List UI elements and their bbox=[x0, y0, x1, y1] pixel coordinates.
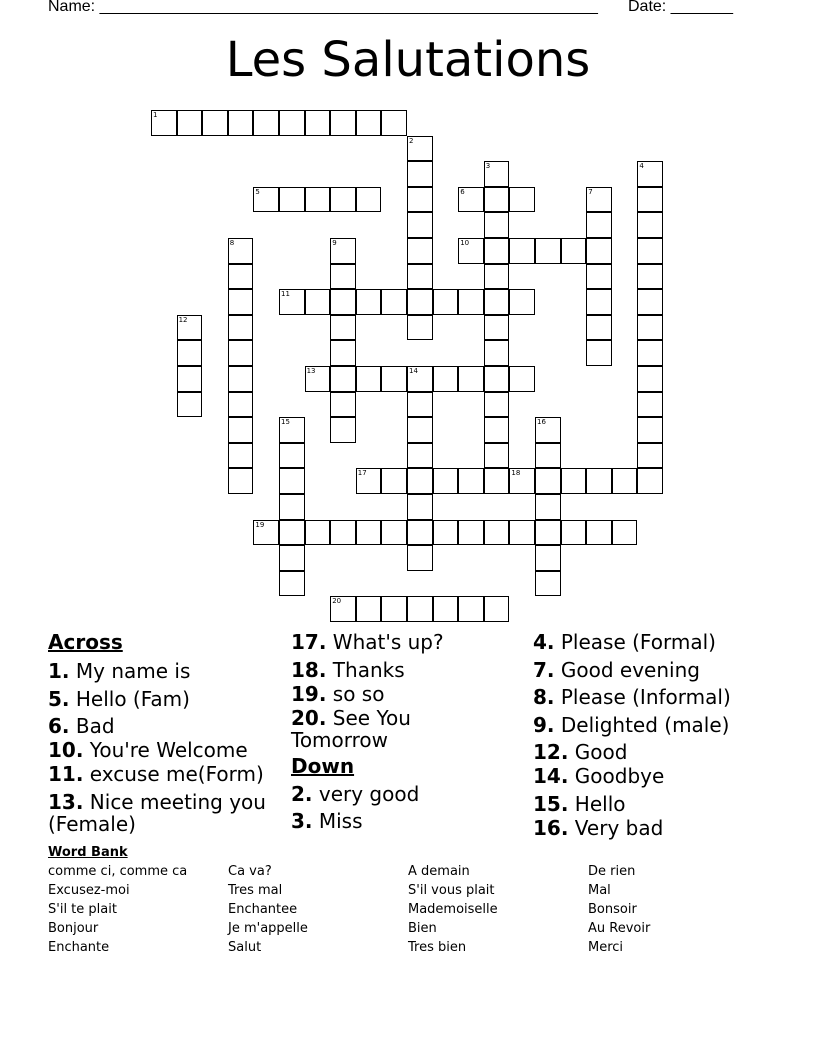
crossword-cell[interactable] bbox=[535, 238, 561, 264]
clue-text: Goodbye bbox=[568, 764, 665, 788]
cell-number: 7 bbox=[588, 187, 593, 196]
crossword-cell[interactable] bbox=[484, 340, 510, 366]
clue-number: 13. bbox=[48, 790, 84, 814]
word-bank-item: Bonjour bbox=[48, 921, 99, 936]
crossword-cell[interactable] bbox=[612, 468, 638, 494]
crossword-cell[interactable] bbox=[484, 520, 510, 546]
clue-number: 7. bbox=[533, 658, 555, 682]
crossword-cell[interactable] bbox=[637, 289, 663, 315]
cell-number: 9 bbox=[332, 239, 337, 247]
word-bank-item: Mal bbox=[588, 883, 611, 898]
crossword-cell[interactable] bbox=[433, 596, 459, 622]
crossword-cell[interactable] bbox=[433, 468, 459, 494]
crossword-cell[interactable] bbox=[407, 417, 433, 443]
crossword-cell[interactable] bbox=[535, 545, 561, 571]
crossword-cell[interactable] bbox=[637, 264, 663, 290]
crossword-cell[interactable] bbox=[407, 136, 433, 162]
crossword-cell[interactable] bbox=[637, 340, 663, 366]
clue-down-7 bbox=[533, 659, 803, 681]
crossword-cell[interactable] bbox=[279, 571, 305, 597]
crossword-cell[interactable] bbox=[228, 340, 254, 366]
clue-number: 4. bbox=[533, 630, 555, 654]
clue-text: Very bad bbox=[568, 816, 664, 840]
crossword-cell[interactable] bbox=[228, 289, 254, 315]
crossword-cell[interactable] bbox=[279, 110, 305, 136]
crossword-cell[interactable] bbox=[407, 494, 433, 520]
crossword-cell[interactable] bbox=[407, 468, 433, 494]
word-bank-item: Tres mal bbox=[228, 883, 283, 898]
clue-across-20 bbox=[291, 707, 441, 751]
word-bank-item: Mademoiselle bbox=[408, 902, 498, 917]
crossword-cell[interactable] bbox=[151, 110, 177, 136]
clue-text: What's up? bbox=[326, 630, 444, 654]
word-bank-column-2 bbox=[228, 862, 403, 957]
crossword-cell[interactable] bbox=[407, 264, 433, 290]
crossword-cell[interactable] bbox=[381, 468, 407, 494]
word-bank-item: Enchantee bbox=[228, 902, 298, 917]
crossword-cell[interactable] bbox=[484, 443, 510, 469]
crossword-cell[interactable] bbox=[509, 289, 535, 315]
word-bank-item: Bonsoir bbox=[588, 902, 637, 917]
word-bank-heading: Word Bank bbox=[48, 845, 128, 860]
crossword-cell[interactable] bbox=[228, 238, 254, 264]
cell-number: 18 bbox=[511, 469, 521, 478]
cell-number: 5 bbox=[255, 187, 260, 196]
clue-down-12 bbox=[533, 741, 803, 763]
crossword-cell[interactable] bbox=[637, 315, 663, 341]
crossword-cell[interactable] bbox=[356, 520, 382, 546]
clue-text: My name is bbox=[69, 659, 191, 683]
crossword-cell[interactable] bbox=[433, 520, 459, 546]
word-bank-item: S'il vous plait bbox=[408, 883, 495, 898]
crossword-cell[interactable] bbox=[407, 520, 433, 546]
crossword-cell[interactable] bbox=[561, 520, 587, 546]
crossword-cell[interactable] bbox=[228, 110, 254, 136]
clue-across-11 bbox=[48, 763, 280, 785]
clue-number: 18. bbox=[291, 658, 327, 682]
crossword-cell[interactable] bbox=[535, 494, 561, 520]
crossword-cell[interactable] bbox=[407, 161, 433, 187]
crossword-cell[interactable] bbox=[330, 417, 356, 443]
crossword-cell[interactable] bbox=[407, 212, 433, 238]
cell-number: 2 bbox=[409, 136, 414, 145]
crossword-cell[interactable] bbox=[228, 264, 254, 290]
crossword-cell[interactable] bbox=[407, 315, 433, 341]
crossword-cell[interactable] bbox=[637, 417, 663, 443]
crossword-cell[interactable] bbox=[407, 392, 433, 418]
crossword-cell[interactable] bbox=[535, 468, 561, 494]
crossword-cell[interactable] bbox=[509, 468, 535, 494]
crossword-cell[interactable] bbox=[509, 238, 535, 264]
crossword-cell[interactable] bbox=[586, 264, 612, 290]
crossword-cell[interactable] bbox=[586, 238, 612, 264]
clue-down-16 bbox=[533, 817, 803, 839]
crossword-cell[interactable] bbox=[484, 187, 510, 213]
crossword-cell[interactable] bbox=[305, 110, 331, 136]
crossword-cell[interactable] bbox=[279, 417, 305, 443]
clue-text: Please (Informal) bbox=[554, 685, 731, 709]
word-bank-column-1 bbox=[48, 862, 223, 957]
crossword-cell[interactable] bbox=[279, 443, 305, 469]
crossword-cell[interactable] bbox=[407, 443, 433, 469]
crossword-cell[interactable] bbox=[586, 340, 612, 366]
crossword-cell[interactable] bbox=[433, 289, 459, 315]
crossword-cell[interactable] bbox=[637, 212, 663, 238]
crossword-cell[interactable] bbox=[433, 366, 459, 392]
crossword-cell[interactable] bbox=[381, 520, 407, 546]
crossword-cell[interactable] bbox=[330, 520, 356, 546]
crossword-cell[interactable] bbox=[407, 187, 433, 213]
crossword-cell[interactable] bbox=[305, 289, 331, 315]
cell-number: 3 bbox=[485, 162, 491, 171]
clue-text: You're Welcome bbox=[83, 738, 248, 762]
clue-across-13 bbox=[48, 791, 280, 835]
clue-down-3 bbox=[291, 810, 521, 832]
crossword-cell[interactable] bbox=[305, 520, 331, 546]
clue-across-18 bbox=[291, 659, 521, 681]
clue-number: 15. bbox=[533, 792, 569, 816]
crossword-cell[interactable] bbox=[484, 289, 510, 315]
crossword-cell[interactable] bbox=[330, 340, 356, 366]
clue-number: 17. bbox=[291, 630, 327, 654]
cell-number: 4 bbox=[639, 162, 644, 171]
clue-number: 6. bbox=[48, 714, 70, 738]
clue-number: 2. bbox=[291, 782, 313, 806]
crossword-cell[interactable] bbox=[637, 392, 663, 418]
clue-number: 1. bbox=[48, 659, 70, 683]
word-bank-item: Merci bbox=[588, 940, 624, 955]
crossword-cell[interactable] bbox=[586, 187, 612, 213]
cell-number: 8 bbox=[229, 239, 235, 247]
crossword-cell[interactable] bbox=[509, 366, 535, 392]
clue-number: 19. bbox=[291, 682, 327, 706]
crossword-cell[interactable] bbox=[381, 366, 407, 392]
clue-number: 14. bbox=[533, 764, 569, 788]
clue-text: Hello bbox=[568, 792, 626, 816]
crossword-cell[interactable] bbox=[458, 468, 484, 494]
word-bank-item: A demain bbox=[408, 864, 470, 879]
cell-number: 10 bbox=[460, 239, 470, 247]
crossword-cell[interactable] bbox=[305, 366, 331, 392]
crossword-cell[interactable] bbox=[381, 110, 407, 136]
crossword-cell[interactable] bbox=[330, 366, 356, 392]
cell-number: 12 bbox=[178, 315, 188, 324]
clue-down-9 bbox=[533, 714, 803, 736]
crossword-cell[interactable] bbox=[228, 417, 254, 443]
crossword-cell[interactable] bbox=[637, 443, 663, 469]
crossword-cell[interactable] bbox=[637, 161, 663, 187]
crossword-cell[interactable] bbox=[279, 468, 305, 494]
crossword-cell[interactable] bbox=[279, 289, 305, 315]
word-bank-item: Au Revoir bbox=[588, 921, 651, 936]
crossword-cell[interactable] bbox=[279, 494, 305, 520]
crossword-cell[interactable] bbox=[484, 264, 510, 290]
crossword-cell[interactable] bbox=[586, 520, 612, 546]
crossword-cell[interactable] bbox=[484, 161, 510, 187]
crossword-cell[interactable] bbox=[228, 468, 254, 494]
cell-number: 16 bbox=[537, 418, 546, 427]
crossword-cell[interactable] bbox=[356, 468, 382, 494]
crossword-cell[interactable] bbox=[356, 366, 382, 392]
crossword-cell[interactable] bbox=[202, 110, 228, 136]
clue-text: Thanks bbox=[326, 658, 405, 682]
word-bank-item: Je m'appelle bbox=[228, 921, 308, 936]
crossword-cell[interactable] bbox=[177, 340, 203, 366]
crossword-cell[interactable] bbox=[586, 289, 612, 315]
clue-text: so so bbox=[326, 682, 385, 706]
date-field-label: Date: _______ bbox=[628, 0, 733, 15]
crossword-cell[interactable] bbox=[356, 289, 382, 315]
crossword-cell[interactable] bbox=[330, 110, 356, 136]
crossword-cell[interactable] bbox=[356, 596, 382, 622]
clue-down-2 bbox=[291, 783, 521, 805]
clue-number: 12. bbox=[533, 740, 569, 764]
crossword-cell[interactable] bbox=[177, 366, 203, 392]
clue-text: Bad bbox=[69, 714, 115, 738]
crossword-cell[interactable] bbox=[535, 443, 561, 469]
crossword-cell[interactable] bbox=[458, 520, 484, 546]
word-bank-column-3 bbox=[408, 862, 583, 957]
crossword-cell[interactable] bbox=[279, 545, 305, 571]
word-bank-item: Tres bien bbox=[408, 940, 467, 955]
crossword-cell[interactable] bbox=[330, 238, 356, 264]
crossword-cell[interactable] bbox=[535, 417, 561, 443]
clue-text: excuse me(Form) bbox=[83, 762, 264, 786]
clue-number: 11. bbox=[48, 762, 84, 786]
crossword-cell[interactable] bbox=[381, 596, 407, 622]
crossword-cell[interactable] bbox=[253, 520, 279, 546]
clue-text: Please (Formal) bbox=[554, 630, 716, 654]
crossword-cell[interactable] bbox=[637, 366, 663, 392]
clue-number: 20. bbox=[291, 706, 327, 730]
crossword-cell[interactable] bbox=[356, 110, 382, 136]
crossword-cell[interactable] bbox=[177, 392, 203, 418]
crossword-cell[interactable] bbox=[484, 392, 510, 418]
crossword-cell[interactable] bbox=[637, 238, 663, 264]
cell-number: 15 bbox=[281, 418, 290, 427]
crossword-cell[interactable] bbox=[637, 187, 663, 213]
clue-number: 10. bbox=[48, 738, 84, 762]
crossword-cell[interactable] bbox=[228, 443, 254, 469]
cell-number: 19 bbox=[255, 520, 265, 529]
crossword-cell[interactable] bbox=[484, 315, 510, 341]
crossword-cell[interactable] bbox=[484, 468, 510, 494]
crossword-cell[interactable] bbox=[330, 315, 356, 341]
clue-number: 3. bbox=[291, 809, 313, 833]
crossword-cell[interactable] bbox=[253, 110, 279, 136]
crossword-cell[interactable] bbox=[458, 366, 484, 392]
clue-across-10 bbox=[48, 739, 280, 761]
clue-text: See You Tomorrow bbox=[291, 706, 411, 752]
crossword-cell[interactable] bbox=[407, 545, 433, 571]
clue-down-8 bbox=[533, 686, 803, 708]
clue-number: 5. bbox=[48, 687, 70, 711]
crossword-cell[interactable] bbox=[356, 187, 382, 213]
clue-text: Hello (Fam) bbox=[69, 687, 190, 711]
crossword-cell[interactable] bbox=[330, 392, 356, 418]
word-bank-item: S'il te plait bbox=[48, 902, 117, 917]
crossword-cell[interactable] bbox=[305, 187, 331, 213]
crossword-cell[interactable] bbox=[407, 289, 433, 315]
clue-across-6 bbox=[48, 715, 280, 737]
clue-text: Delighted (male) bbox=[554, 713, 730, 737]
clue-number: 9. bbox=[533, 713, 555, 737]
clue-down-15 bbox=[533, 793, 803, 815]
cell-number: 11 bbox=[281, 290, 290, 299]
crossword-cell[interactable] bbox=[279, 187, 305, 213]
crossword-cell[interactable] bbox=[253, 187, 279, 213]
clue-text: very good bbox=[312, 782, 420, 806]
crossword-cell[interactable] bbox=[586, 468, 612, 494]
crossword-cell[interactable] bbox=[458, 187, 484, 213]
crossword-cell[interactable] bbox=[330, 187, 356, 213]
word-bank-item: Salut bbox=[228, 940, 262, 955]
cell-number: 13 bbox=[306, 367, 316, 375]
crossword-cell[interactable] bbox=[458, 238, 484, 264]
clue-text: Good evening bbox=[554, 658, 700, 682]
crossword-cell[interactable] bbox=[330, 596, 356, 622]
crossword-cell[interactable] bbox=[407, 238, 433, 264]
crossword-cell[interactable] bbox=[535, 571, 561, 597]
clue-text: Miss bbox=[312, 809, 363, 833]
crossword-cell[interactable] bbox=[561, 238, 587, 264]
crossword-cell[interactable] bbox=[509, 520, 535, 546]
crossword-cell[interactable] bbox=[407, 596, 433, 622]
clue-text: Good bbox=[568, 740, 628, 764]
page-title: Les Salutations bbox=[225, 32, 591, 88]
cell-number: 17 bbox=[357, 469, 367, 478]
word-bank-item: Ca va? bbox=[228, 864, 272, 879]
cell-number: 1 bbox=[153, 111, 158, 119]
crossword-cell[interactable] bbox=[228, 392, 254, 418]
clue-across-17 bbox=[291, 631, 521, 653]
across-heading: Across bbox=[48, 630, 123, 654]
word-bank-item: comme ci, comme ca bbox=[48, 864, 188, 879]
crossword-cell[interactable] bbox=[586, 212, 612, 238]
cell-number: 14 bbox=[409, 367, 418, 375]
word-bank-column-4 bbox=[588, 862, 763, 957]
crossword-cell[interactable] bbox=[458, 289, 484, 315]
down-heading: Down bbox=[291, 754, 355, 778]
cell-number: 6 bbox=[460, 187, 465, 196]
crossword-cell[interactable] bbox=[484, 212, 510, 238]
crossword-cell[interactable] bbox=[177, 315, 203, 341]
word-bank-item: Enchante bbox=[48, 940, 110, 955]
crossword-cell[interactable] bbox=[228, 366, 254, 392]
crossword-cell[interactable] bbox=[279, 520, 305, 546]
clue-down-4 bbox=[533, 631, 803, 653]
crossword-cell[interactable] bbox=[381, 289, 407, 315]
crossword-cell[interactable] bbox=[509, 187, 535, 213]
crossword-cell[interactable] bbox=[484, 366, 510, 392]
crossword-cell[interactable] bbox=[330, 289, 356, 315]
clue-across-1 bbox=[48, 660, 280, 682]
word-bank-item: Excusez-moi bbox=[48, 883, 130, 898]
crossword-cell[interactable] bbox=[637, 468, 663, 494]
crossword-cell[interactable] bbox=[586, 315, 612, 341]
cell-number: 20 bbox=[332, 597, 342, 606]
crossword-cell[interactable] bbox=[407, 366, 433, 392]
clue-text: Nice meeting you (Female) bbox=[48, 790, 266, 836]
crossword-cell[interactable] bbox=[484, 238, 510, 264]
crossword-cell[interactable] bbox=[535, 520, 561, 546]
crossword-cell[interactable] bbox=[484, 417, 510, 443]
clue-number: 16. bbox=[533, 816, 569, 840]
crossword-cell[interactable] bbox=[561, 468, 587, 494]
clue-across-5 bbox=[48, 688, 280, 710]
crossword-cell[interactable] bbox=[612, 520, 638, 546]
crossword-cell[interactable] bbox=[228, 315, 254, 341]
word-bank-item: De rien bbox=[588, 864, 636, 879]
clue-down-14 bbox=[533, 765, 803, 787]
clue-across-19 bbox=[291, 683, 521, 705]
crossword-cell[interactable] bbox=[484, 596, 510, 622]
clue-number: 8. bbox=[533, 685, 555, 709]
crossword-cell[interactable] bbox=[458, 596, 484, 622]
word-bank-item: Bien bbox=[408, 921, 437, 936]
name-field-label: Name: ________________________________________________________ bbox=[48, 0, 598, 15]
crossword-cell[interactable] bbox=[177, 110, 203, 136]
crossword-cell[interactable] bbox=[330, 264, 356, 290]
